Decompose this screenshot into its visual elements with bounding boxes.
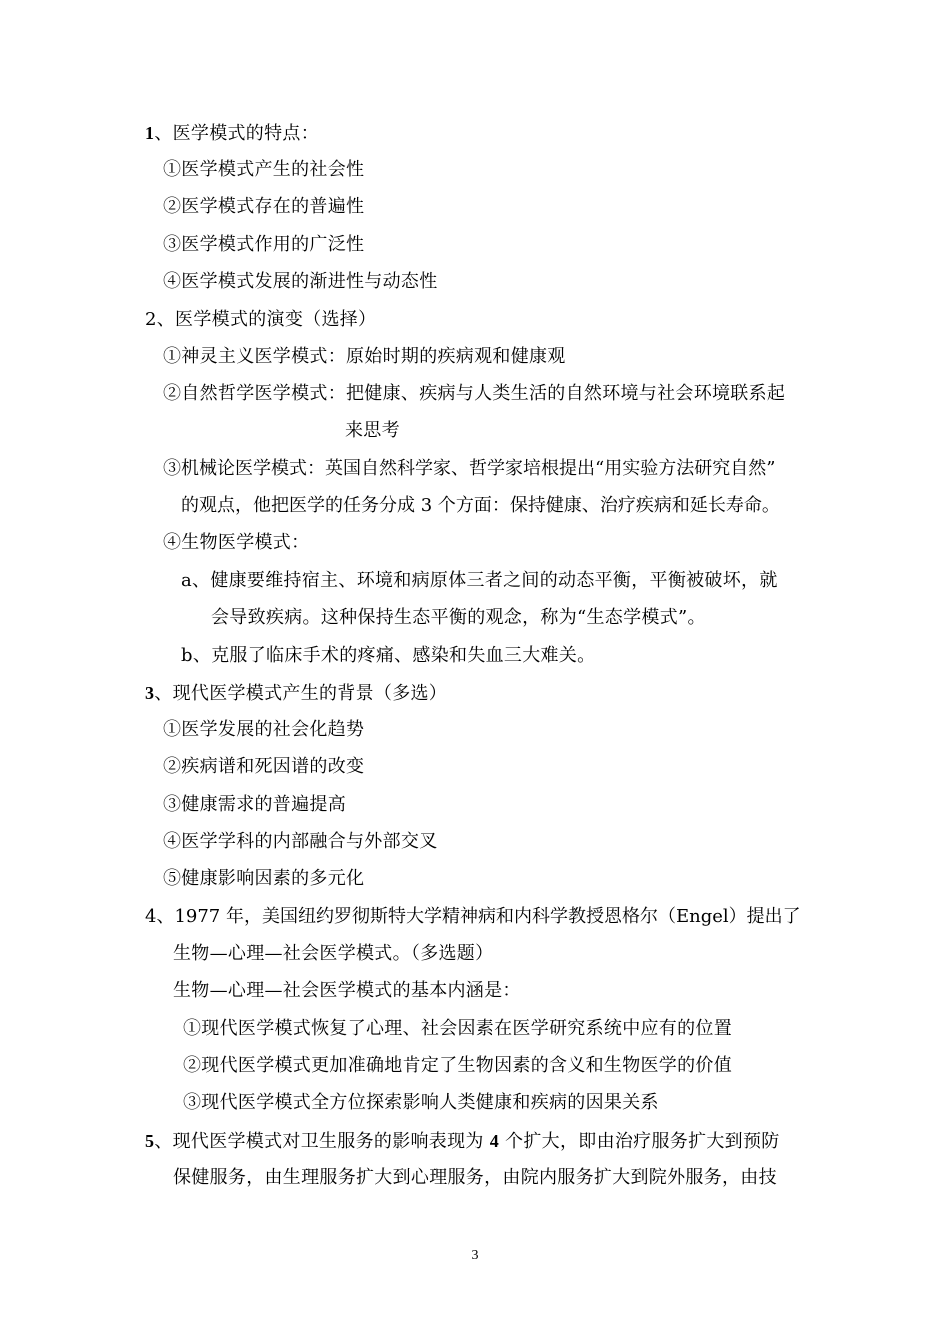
sub-item-continuation: 会导致疾病。这种保持生态平衡的观念，称为“生态学模式”。 bbox=[211, 607, 706, 628]
list-item: ③健康需求的普遍提高 bbox=[163, 794, 346, 815]
heading-text-cont: 个扩大，即由治疗服务扩大到预防 bbox=[499, 1131, 780, 1152]
heading-text: 、现代医学模式产生的背景（多选） bbox=[154, 683, 448, 704]
sub-item: a、健康要维持宿主、环境和病原体三者之间的动态平衡，平衡被破坏，就 bbox=[181, 570, 778, 591]
list-item: ①现代医学模式恢复了心理、社会因素在医学研究系统中应有的位置 bbox=[183, 1018, 732, 1039]
list-item: ②自然哲学医学模式：把健康、疾病与人类生活的自然环境与社会环境联系起 bbox=[163, 383, 786, 404]
emphasis-number: 4 bbox=[489, 1131, 500, 1151]
section-1-heading bbox=[145, 120, 319, 147]
sub-item: b、克服了临床手术的疼痛、感染和失血三大难关。 bbox=[181, 645, 596, 666]
section-4-continuation: 生物—心理—社会医学模式。（多选题） bbox=[173, 943, 494, 964]
list-item: ①神灵主义医学模式：原始时期的疾病观和健康观 bbox=[163, 346, 566, 367]
page-number: 3 bbox=[471, 1248, 479, 1263]
section-5-continuation: 保健服务，由生理服务扩大到心理服务，由院内服务扩大到院外服务，由技 bbox=[173, 1167, 777, 1188]
section-number: 1 bbox=[145, 123, 155, 143]
list-item: ⑤健康影响因素的多元化 bbox=[163, 868, 365, 889]
list-item: ②疾病谱和死因谱的改变 bbox=[163, 756, 365, 777]
heading-text: 、医学模式的特点： bbox=[154, 123, 320, 144]
heading-text: 、现代医学模式对卫生服务的影响表现为 bbox=[154, 1131, 490, 1152]
section-3-heading bbox=[145, 680, 447, 707]
list-item: ③医学模式作用的广泛性 bbox=[163, 234, 365, 255]
section-number: 3 bbox=[145, 683, 155, 703]
section-number: 5 bbox=[145, 1131, 155, 1151]
list-item-continuation: 的观点，他把医学的任务分成 3 个方面：保持健康、治疗疾病和延长寿命。 bbox=[181, 495, 780, 516]
section-4-heading: 4、1977 年，美国纽约罗彻斯特大学精神病和内科学教授恩格尔（Engel）提出了 bbox=[145, 906, 801, 927]
list-item: ④医学模式发展的渐进性与动态性 bbox=[163, 271, 438, 292]
list-item: ②现代医学模式更加准确地肯定了生物因素的含义和生物医学的价值 bbox=[183, 1055, 732, 1076]
list-item: ①医学发展的社会化趋势 bbox=[163, 719, 365, 740]
list-item: ④医学学科的内部融合与外部交叉 bbox=[163, 831, 438, 852]
list-item: ③现代医学模式全方位探索影响人类健康和疾病的因果关系 bbox=[183, 1092, 659, 1113]
section-4-subheading: 生物—心理—社会医学模式的基本内涵是： bbox=[173, 980, 521, 1001]
list-item: ①医学模式产生的社会性 bbox=[163, 159, 365, 180]
list-item: ②医学模式存在的普遍性 bbox=[163, 196, 365, 217]
list-item: ③机械论医学模式：英国自然科学家、哲学家培根提出“用实验方法研究自然” bbox=[163, 458, 776, 479]
list-item: ④生物医学模式： bbox=[163, 532, 310, 553]
list-item-continuation: 来思考 bbox=[345, 420, 400, 441]
section-5-heading bbox=[145, 1128, 780, 1155]
section-2-heading: 2、医学模式的演变（选择） bbox=[145, 309, 377, 330]
